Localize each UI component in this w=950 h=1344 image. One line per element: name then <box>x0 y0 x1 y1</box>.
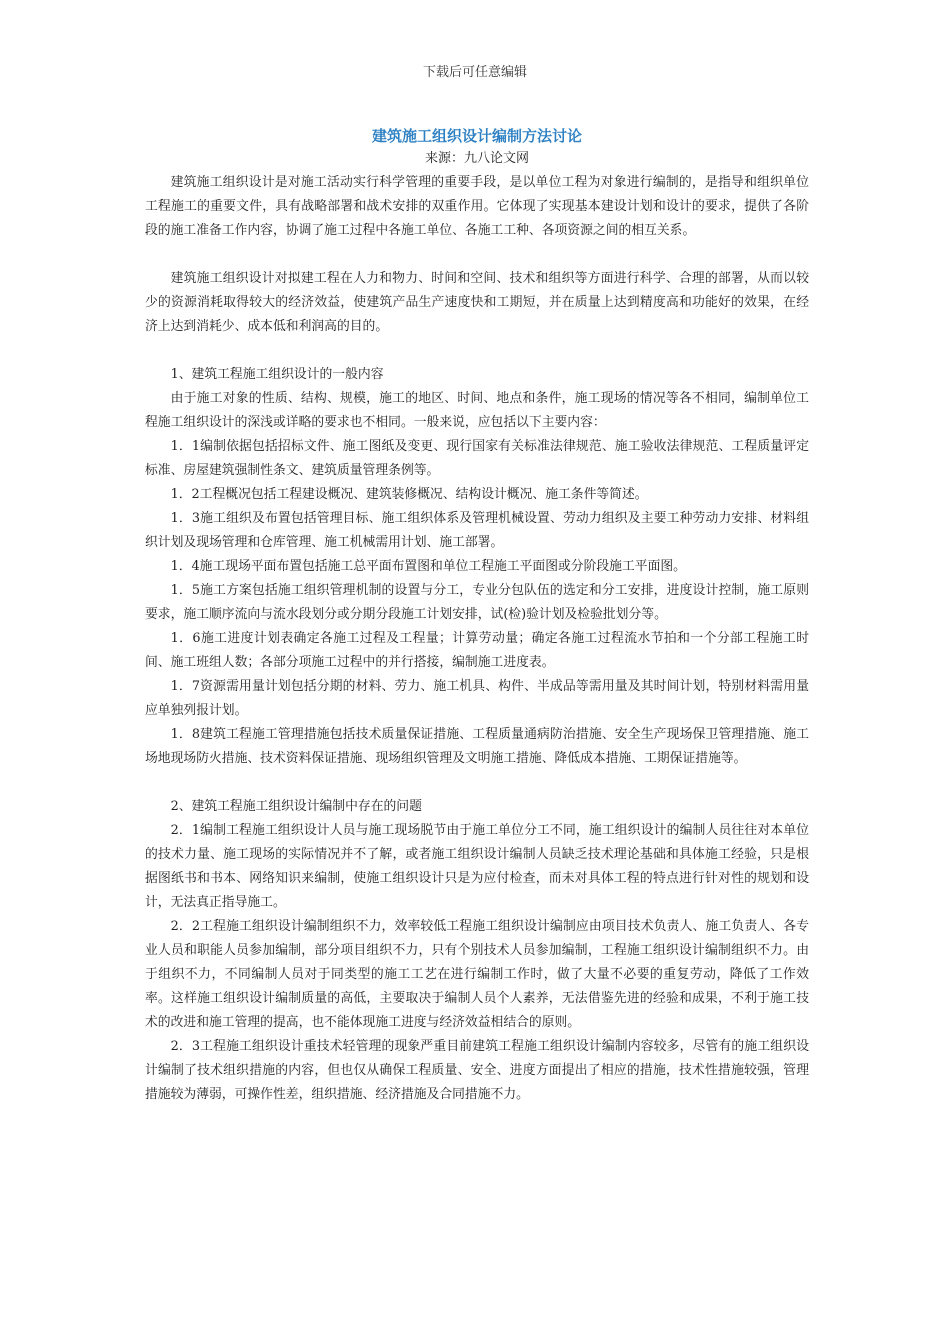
paragraph-gap <box>145 243 809 267</box>
section-1-item-7: 1．7资源需用量计划包括分期的材料、劳力、施工机具、构件、半成品等需用量及其时间计划，特别材料需用量应单独列报计划。 <box>145 679 809 718</box>
page-header-note: 下载后可任意编辑 <box>422 65 527 80</box>
intro-paragraph-1: 建筑施工组织设计是对施工活动实行科学管理的重要手段，是以单位工程为对象进行编制的，是指导和组织单位工程施工的重要文件，具有战略部署和战术安排的双重作用。它体现了实现基本建设计划和设计的要求，提供了各阶段的施工准备工作内容，协调了施工过程中各施工单位、各施工工种、各项资源之间的相互关系。 <box>145 175 809 238</box>
section-2-item-1: 2．1编制工程施工组织设计人员与施工现场脱节由于施工单位分工不同，施工组织设计的编制人员往往对本单位的技术力量、施工现场的实际情况并不了解，或者施工组织设计编制人员缺乏技术理论基础和具体施工经验，只是根据图纸书和书本、网络知识来编制，使施工组织设计只是为应付检查，而未对具体工程的特点进行针对性的规划和设计，无法真正指导施工。 <box>145 823 809 910</box>
section-2-item-2: 2．2工程施工组织设计编制组织不力，效率较低工程施工组织设计编制应由项目技术负责人、施工负责人、各专业人员和职能人员参加编制，部分项目组织不力，只有个别技术人员参加编制，工程施工组织设计编制组织不力。由于组织不力，不同编制人员对于同类型的施工工艺在进行编制工作时，做了大量不必要的重复劳动，降低了工作效率。这样施工组织设计编制质量的高低，主要取决于编制人员个人素养，无法借鉴先进的经验和成果，不利于施工技术的改进和施工管理的提高，也不能体现施工进度与经济效益相结合的原则。 <box>145 919 809 1030</box>
article-source: 来源：九八论文网 <box>424 151 529 166</box>
article-title: 建筑施工组织设计编制方法讨论 <box>371 127 582 145</box>
paragraph-gap <box>145 771 809 795</box>
intro-paragraph-2: 建筑施工组织设计对拟建工程在人力和物力、时间和空间、技术和组织等方面进行科学、合理的部署，从而以较少的资源消耗取得较大的经济效益，使建筑产品生产速度快和工期短，并在质量上达到精度高和功能好的效果，在经济上达到消耗少、成本低和利润高的目的。 <box>145 271 809 334</box>
section-1-item-6: 1．6施工进度计划表确定各施工过程及工程量；计算劳动量；确定各施工过程流水节拍和一个分部工程施工时间、施工班组人数；各部分项施工过程中的并行搭接，编制施工进度表。 <box>145 631 809 670</box>
document-body <box>145 124 809 1107</box>
section-1-lead: 由于施工对象的性质、结构、规模，施工的地区、时间、地点和条件，施工现场的情况等各不相同，编制单位工程施工组织设计的深浅或详略的要求也不相同。一般来说，应包括以下主要内容： <box>145 391 809 430</box>
section-1-item-4: 1．4施工现场平面布置包括施工总平面布置图和单位工程施工平面图或分阶段施工平面图。 <box>170 559 686 574</box>
section-1-item-2: 1．2工程概况包括工程建设概况、建筑装修概况、结构设计概况、施工条件等简述。 <box>170 487 648 502</box>
section-1-heading: 1、建筑工程施工组织设计的一般内容 <box>170 367 384 382</box>
section-1-item-5: 1．5施工方案包括施工组织管理机制的设置与分工，专业分包队伍的选定和分工安排，进度设计控制，施工原则要求，施工顺序流向与流水段划分或分期分段施工计划安排，试(检)验计划及检验批划分等。 <box>145 583 809 622</box>
section-1-item-3: 1．3施工组织及布置包括管理目标、施工组织体系及管理机械设置、劳动力组织及主要工种劳动力安排、材料组织计划及现场管理和仓库管理、施工机械需用计划、施工部署。 <box>145 511 809 550</box>
section-1-item-8: 1．8建筑工程施工管理措施包括技术质量保证措施、工程质量通病防治措施、安全生产现场保卫管理措施、施工场地现场防火措施、技术资料保证措施、现场组织管理及文明施工措施、降低成本措施、工期保证措施等。 <box>145 727 809 766</box>
section-2-item-3: 2．3工程施工组织设计重技术轻管理的现象严重目前建筑工程施工组织设计编制内容较多，尽管有的施工组织设计编制了技术组织措施的内容，但也仅从确保工程质量、安全、进度方面提出了相应的措施，技术性措施较强，管理措施较为薄弱，可操作性差，组织措施、经济措施及合同措施不力。 <box>145 1039 809 1102</box>
section-1-item-1: 1．1编制依据包括招标文件、施工图纸及变更、现行国家有关标准法律规范、施工验收法律规范、工程质量评定标准、房屋建筑强制性条文、建筑质量管理条例等。 <box>145 439 809 478</box>
section-2-heading: 2、建筑工程施工组织设计编制中存在的问题 <box>170 799 422 814</box>
paragraph-gap <box>145 339 809 363</box>
